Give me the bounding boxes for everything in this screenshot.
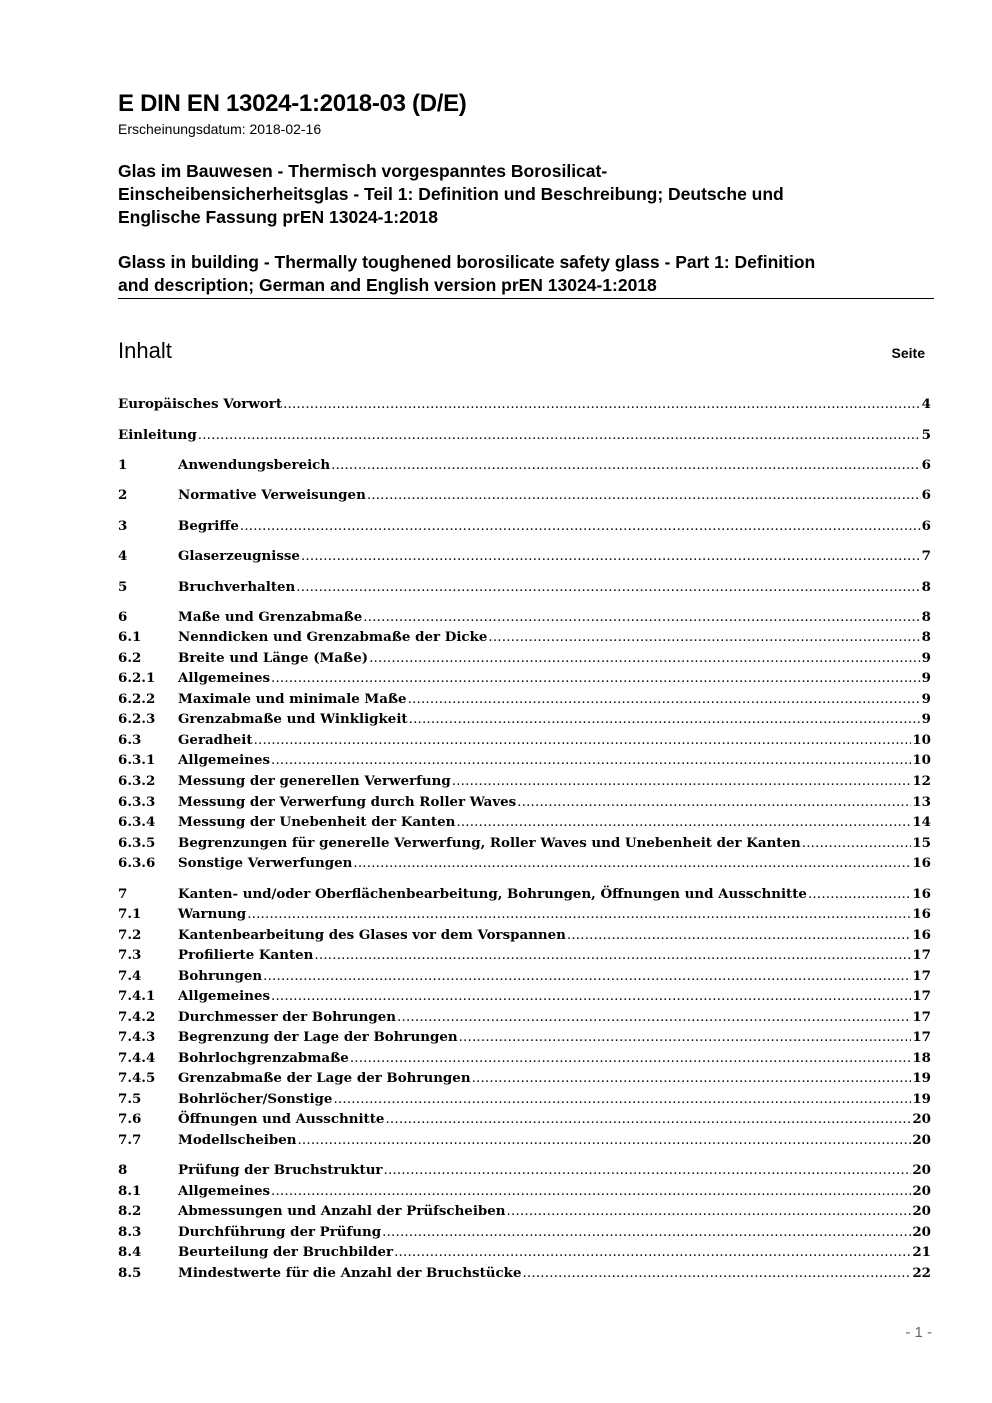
toc-entry-page: 20 [912,1183,931,1199]
english-title-line: Glass in building - Thermally toughened borosilicate safety glass - Part 1: Definition [118,252,816,272]
toc-entry[interactable] [118,966,931,986]
toc-entry-title: Beurteilung der Bruchbilder [178,1244,394,1260]
toc-entry[interactable] [118,750,931,770]
toc-entry-title: Bohrlöcher/Sonstige [178,1091,333,1107]
toc-entry-page: 5 [921,427,931,443]
toc-entry-title: Bohrungen [178,968,263,984]
toc-dot-leader [507,1202,912,1222]
toc-entry-number: 6.3.5 [118,835,156,851]
toc-entry-page: 9 [921,670,931,686]
toc-entry-number: 8.4 [118,1244,142,1260]
toc-entry[interactable] [118,1263,931,1283]
toc-entry[interactable] [118,1027,931,1047]
toc-entry[interactable] [118,1160,931,1180]
toc-dot-leader [283,395,921,415]
toc-dot-leader [271,1182,911,1202]
toc-entry-page: 20 [912,1132,931,1148]
toc-entry-title: Geradheit [178,732,253,748]
toc-entry-title: Durchführung der Prüfung [178,1224,382,1240]
toc-entry-page: 10 [912,732,931,748]
toc-entry-number: 6.3 [118,732,142,748]
toc-entry-title: Prüfung der Bruchstruktur [178,1162,383,1178]
toc-dot-leader [271,669,921,689]
toc-entry[interactable] [118,1109,931,1129]
toc-entry-page: 20 [912,1224,931,1240]
toc-entry-title: Glaserzeugnisse [178,548,300,564]
toc-entry-page: 4 [921,396,931,412]
toc-entry-number: 7.2 [118,927,142,943]
toc-entry-number: 6 [118,609,128,625]
toc-entry-number: 7.4.3 [118,1029,156,1045]
toc-entry-number: 6.2.3 [118,711,156,727]
toc-entry[interactable] [118,1007,931,1027]
toc-entry-number: 7.4.1 [118,988,156,1004]
toc-entry-title: Profilierte Kanten [178,947,314,963]
toc-entry[interactable] [118,730,931,750]
toc-entry-number: 6.2 [118,650,142,666]
toc-entry-number: 8.3 [118,1224,142,1240]
toc-entry-title: Grenzabmaße und Winkligkeit [178,711,408,727]
toc-entry-page: 17 [912,1029,931,1045]
toc-dot-leader [333,1090,911,1110]
toc-entry-page: 12 [912,773,931,789]
toc-entry-title: Bohrlochgrenzabmaße [178,1050,349,1066]
toc-entry-title: Europäisches Vorwort [118,396,283,412]
toc-entry-title: Mindestwerte für die Anzahl der Bruchstücke [178,1265,522,1281]
toc-entry-page: 6 [921,457,931,473]
toc-dot-leader [353,854,911,874]
german-title [118,160,784,229]
page-number: - 1 - [905,1324,932,1341]
toc-heading: Inhalt [118,338,172,363]
toc-entry[interactable] [118,771,931,791]
toc-entry[interactable] [118,925,931,945]
toc-entry-number: 1 [118,457,128,473]
toc-entry-title: Messung der Unebenheit der Kanten [178,814,456,830]
toc-entry-number: 6.3.2 [118,773,156,789]
toc-entry-page: 8 [921,629,931,645]
toc-dot-leader [385,1110,911,1130]
toc-entry-page: 20 [912,1203,931,1219]
german-title-line: Einscheibensicherheitsglas - Teil 1: Definition und Beschreibung; Deutsche und [118,184,784,204]
toc-entry-number: 2 [118,487,128,503]
toc-entry-page: 14 [912,814,931,830]
toc-entry-page: 8 [921,579,931,595]
toc-entry[interactable] [118,792,931,812]
toc-entry[interactable] [118,455,931,475]
toc-entry-title: Einleitung [118,427,197,443]
toc-entry-title: Allgemeines [178,1183,271,1199]
toc-entry-number: 6.3.4 [118,814,156,830]
toc-dot-leader [452,772,912,792]
toc-entry-page: 20 [912,1162,931,1178]
toc-entry-title: Kanten- und/oder Oberflächenbearbeitung, Bohrungen, Öffnungen und Ausschnitte [178,886,807,902]
toc-entry-number: 3 [118,518,128,534]
toc-dot-leader [522,1264,911,1284]
toc-dot-leader [488,628,920,648]
toc-entry[interactable] [118,1068,931,1088]
toc-dot-leader [517,793,911,813]
toc-dot-leader [263,967,911,987]
toc-entry-title: Maße und Grenzabmaße [178,609,363,625]
toc-entry[interactable] [118,1048,931,1068]
toc-entry-number: 7.4 [118,968,142,984]
toc-entry[interactable] [118,577,931,597]
toc-entry[interactable] [118,648,931,668]
toc-entry-number: 7.3 [118,947,142,963]
toc-entry-page: 21 [912,1244,931,1260]
toc-dot-leader [456,813,911,833]
toc-entry-page: 17 [912,1009,931,1025]
toc-entry-page: 16 [912,927,931,943]
toc-entry-title: Messung der generellen Verwerfung [178,773,451,789]
toc-dot-leader [247,905,911,925]
toc-entry-number: 6.3.6 [118,855,156,871]
toc-page-label: Seite [891,345,925,361]
toc-entry[interactable] [118,394,931,414]
toc-entry[interactable] [118,516,931,536]
toc-entry[interactable] [118,1181,931,1201]
publication-date: Erscheinungsdatum: 2018-02-16 [118,121,322,137]
toc-entry[interactable] [118,709,931,729]
toc-dot-leader [409,710,921,730]
toc-entry-title: Anwendungsbereich [178,457,331,473]
toc-entry-number: 6.3.3 [118,794,156,810]
toc-entry[interactable] [118,1130,931,1150]
toc-entry-title: Bruchverhalten [178,579,296,595]
german-title-line: Glas im Bauwesen - Thermisch vorgespanntes Borosilicat- [118,161,608,181]
toc-dot-leader [296,578,920,598]
toc-entry-title: Kantenbearbeitung des Glases vor dem Vorspannen [178,927,566,943]
toc-entry-number: 4 [118,548,128,564]
toc-dot-leader [383,1161,911,1181]
toc-entry-number: 7.6 [118,1111,142,1127]
toc-dot-leader [408,690,921,710]
toc-entry-page: 17 [912,988,931,1004]
toc-entry-number: 6.2.2 [118,691,156,707]
toc-entry-title: Allgemeines [178,988,271,1004]
toc-entry-page: 9 [921,650,931,666]
document-id: E DIN EN 13024-1:2018-03 (D/E) [118,90,467,117]
toc-entry-number: 7.4.2 [118,1009,156,1025]
toc-entry-number: 8 [118,1162,128,1178]
toc-entry-title: Grenzabmaße der Lage der Bohrungen [178,1070,471,1086]
toc-entry-page: 17 [912,947,931,963]
toc-entry-title: Warnung [178,906,247,922]
toc-entry[interactable] [118,904,931,924]
toc-dot-leader [350,1049,912,1069]
toc-entry-number: 7.1 [118,906,142,922]
toc-entry-number: 8.2 [118,1203,142,1219]
toc-entry-page: 16 [912,855,931,871]
toc-entry-page: 13 [912,794,931,810]
toc-entry-title: Allgemeines [178,670,271,686]
toc-dot-leader [271,751,911,771]
toc-dot-leader [369,649,921,669]
toc-entry[interactable] [118,1242,931,1262]
toc-entry-number: 8.1 [118,1183,142,1199]
toc-entry-page: 20 [912,1111,931,1127]
toc-entry[interactable] [118,986,931,1006]
toc-entry-page: 9 [921,711,931,727]
toc-entry-page: 10 [912,752,931,768]
toc-entry-title: Normative Verweisungen [178,487,366,503]
toc-entry[interactable] [118,425,931,445]
toc-dot-leader [459,1028,912,1048]
toc-entry[interactable] [118,546,931,566]
english-title-line: and description; German and English version prEN 13024-1:2018 [118,275,657,295]
toc-dot-leader [240,517,921,537]
toc-entry-number: 7.4.4 [118,1050,156,1066]
toc-dot-leader [363,608,920,628]
toc-dot-leader [254,731,912,751]
toc-entry[interactable] [118,668,931,688]
toc-entry[interactable] [118,853,931,873]
toc-entry[interactable] [118,1089,931,1109]
toc-entry-title: Modellscheiben [178,1132,297,1148]
toc-entry-page: 6 [921,518,931,534]
toc-dot-leader [802,834,912,854]
toc-entry-page: 19 [912,1070,931,1086]
toc-entry-number: 6.1 [118,629,142,645]
toc-entry-page: 17 [912,968,931,984]
toc-entry-title: Nenndicken und Grenzabmaße der Dicke [178,629,488,645]
toc-entry-title: Durchmesser der Bohrungen [178,1009,397,1025]
toc-entry-number: 7.5 [118,1091,142,1107]
toc-entry[interactable] [118,689,931,709]
toc-dot-leader [397,1008,911,1028]
toc-entry[interactable] [118,1222,931,1242]
toc-entry-title: Begriffe [178,518,239,534]
toc-dot-leader [382,1223,911,1243]
toc-dot-leader [314,946,911,966]
toc-entry[interactable] [118,833,931,853]
toc-dot-leader [198,426,921,446]
toc-entry-page: 7 [921,548,931,564]
toc-entry-page: 19 [912,1091,931,1107]
toc-dot-leader [808,885,911,905]
toc-entry-number: 6.3.1 [118,752,156,768]
toc-entry-title: Begrenzungen für generelle Verwerfung, Roller Waves und Unebenheit der Kanten [178,835,801,851]
toc-dot-leader [301,547,921,567]
toc-entry-page: 9 [921,691,931,707]
toc-dot-leader [367,486,921,506]
english-title [118,251,815,297]
toc-entry-page: 15 [912,835,931,851]
toc-entry[interactable] [118,627,931,647]
german-title-line: Englische Fassung prEN 13024-1:2018 [118,207,438,227]
toc-entry-title: Sonstige Verwerfungen [178,855,353,871]
toc-entry-page: 16 [912,886,931,902]
toc-entry-title: Messung der Verwerfung durch Roller Waves [178,794,517,810]
toc-entry-number: 7 [118,886,128,902]
toc-entry-number: 8.5 [118,1265,142,1281]
toc-entry-title: Breite und Länge (Maße) [178,650,369,666]
toc-entry[interactable] [118,945,931,965]
toc-entry-number: 6.2.1 [118,670,156,686]
toc-entry-title: Maximale und minimale Maße [178,691,407,707]
toc-entry-title: Allgemeines [178,752,271,768]
toc-dot-leader [394,1243,911,1263]
toc-entry-page: 8 [921,609,931,625]
title-divider [118,298,934,299]
toc-entry-page: 22 [912,1265,931,1281]
toc-dot-leader [271,987,911,1007]
toc-entry-page: 18 [912,1050,931,1066]
toc-entry[interactable] [118,812,931,832]
toc-entry-number: 7.7 [118,1132,142,1148]
toc-entry-title: Begrenzung der Lage der Bohrungen [178,1029,458,1045]
toc-dot-leader [297,1131,911,1151]
toc-entry-title: Abmessungen und Anzahl der Prüfscheiben [178,1203,506,1219]
toc-entry[interactable] [118,884,931,904]
toc-entry-page: 16 [912,906,931,922]
toc-entry-title: Öffnungen und Ausschnitte [178,1111,385,1127]
toc-entry-number: 7.4.5 [118,1070,156,1086]
toc-entry-page: 6 [921,487,931,503]
toc-dot-leader [567,926,911,946]
toc-entry[interactable] [118,607,931,627]
toc-entry[interactable] [118,1201,931,1221]
toc-dot-leader [472,1069,912,1089]
toc-entry-number: 5 [118,579,128,595]
toc-dot-leader [331,456,921,476]
toc-entry[interactable] [118,485,931,505]
